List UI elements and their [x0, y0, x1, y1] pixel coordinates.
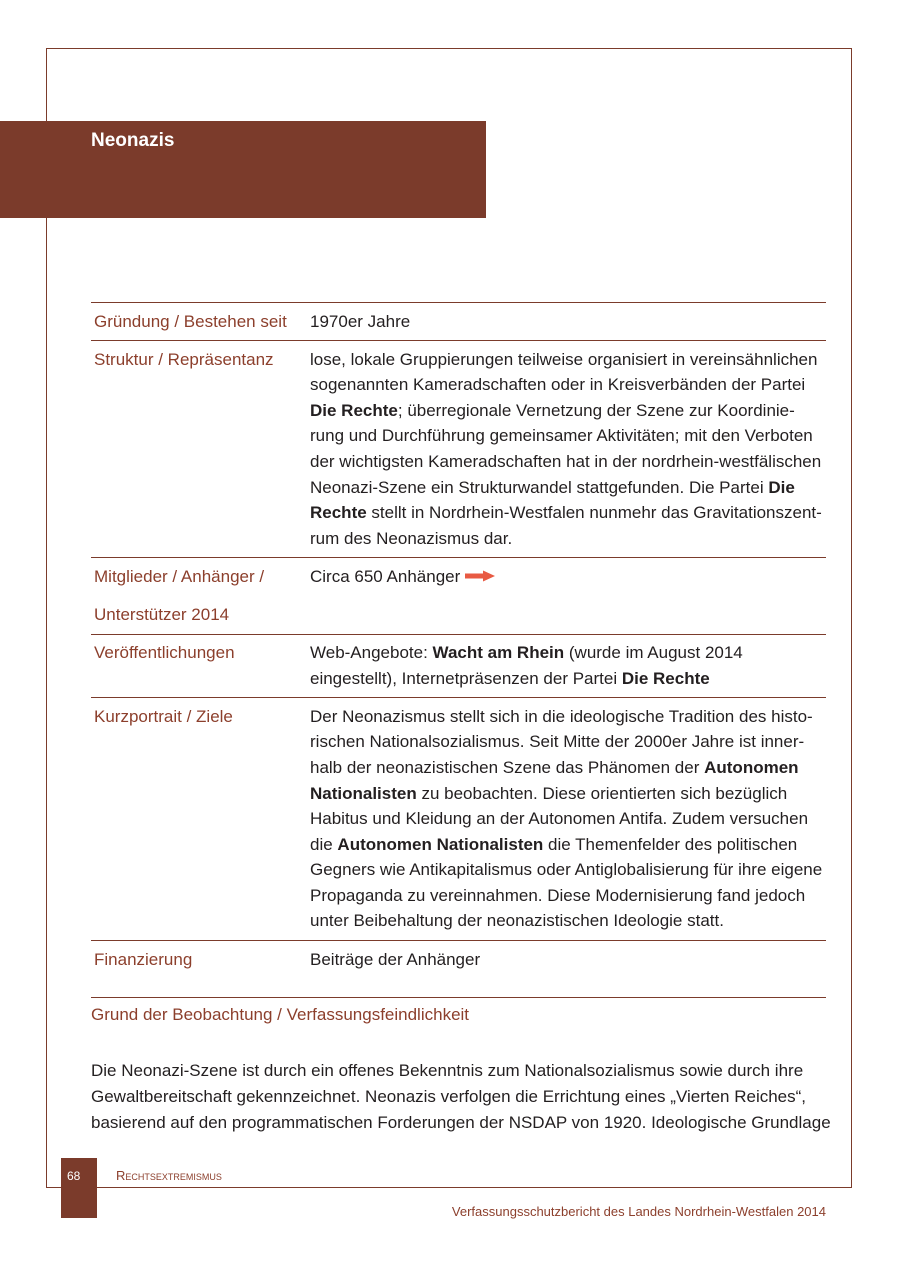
label-line: Kurzportrait / Ziele	[94, 706, 233, 726]
value-line	[310, 500, 826, 526]
value-line	[310, 832, 826, 858]
paragraph-line: basierend auf den programmatischen Forderungen der NSDAP von 1920. Ideologische Grundlage	[91, 1113, 831, 1132]
row-label	[91, 704, 310, 934]
value-text: lose, lokale Gruppierungen teilweise organisiert in vereinsähnlichen	[310, 349, 818, 369]
row-label	[91, 564, 310, 628]
bold-text: Die Rechte	[310, 400, 398, 420]
label-line: Struktur / Repräsentanz	[94, 349, 274, 369]
section-title: Neonazis	[91, 130, 175, 151]
bold-text: Wacht am Rhein	[432, 643, 565, 663]
value-text: (wurde im August 2014	[564, 643, 743, 663]
value-text: sogenannten Kameradschaften oder in Kreisverbänden der Partei	[310, 375, 806, 395]
paragraph-line: Gewaltbereitschaft gekennzeichnet. Neonazis verfolgen die Errichtung eines „Vierten Reiches“,	[91, 1087, 807, 1106]
row-label	[91, 309, 310, 335]
value-line	[310, 398, 826, 424]
value-line	[310, 423, 826, 449]
row-value	[310, 947, 826, 973]
value-line	[310, 640, 826, 666]
bold-text: Nationalisten	[310, 783, 417, 803]
bold-text: Autonomen Nationalisten	[337, 834, 544, 854]
value-text: Neonazi-Szene ein Strukturwandel stattgefunden. Die Partei	[310, 477, 769, 497]
section-header-band	[0, 121, 486, 218]
observation-heading: Grund der Beobachtung / Verfassungsfeindlichkeit	[91, 1005, 470, 1024]
value-text: die	[310, 834, 338, 854]
value-text: Habitus und Kleidung an der Autonomen Antifa. Zudem versuchen	[310, 809, 809, 829]
row-label	[91, 640, 310, 691]
value-line	[310, 806, 826, 832]
page-number: 68	[67, 1169, 81, 1183]
bold-text: Die Rechte	[621, 668, 710, 688]
value-text: eingestellt), Internetpräsenzen der Partei	[310, 668, 622, 688]
label-line: Unterstützer 2014	[94, 604, 230, 624]
value-line	[310, 666, 826, 692]
arrow-right-icon	[465, 570, 495, 582]
page-number-box	[61, 1158, 97, 1218]
value-text: Propaganda zu vereinnahmen. Diese Modernisierung fand jedoch	[310, 885, 806, 905]
table-row-members	[91, 557, 826, 633]
value-line	[310, 449, 826, 475]
label-line: Mitglieder / Anhänger /	[94, 566, 265, 586]
label-line: Gründung / Bestehen seit	[94, 311, 287, 331]
row-label	[91, 947, 310, 973]
bold-text: Rechte	[310, 503, 367, 523]
arrow-right-shape	[465, 570, 495, 581]
value-text: rum des Neonazismus dar.	[310, 528, 513, 548]
publication-title: Verfassungsschutzbericht des Landes Nordrhein-Westfalen 2014	[451, 1204, 826, 1219]
observation-paragraph	[91, 1058, 831, 1136]
value-line	[310, 857, 826, 883]
row-value	[310, 309, 826, 335]
paragraph-line: Die Neonazi-Szene ist durch ein offenes Bekenntnis zum Nationalsozialismus sowie durch ihre	[91, 1061, 804, 1080]
value-text: Der Neonazismus stellt sich in die ideologische Tradition des histo-	[310, 706, 813, 726]
value-text: Web-Angebote:	[310, 643, 433, 663]
table-row-structure	[91, 340, 826, 557]
value-text: unter Beibehaltung der neonazistischen Ideologie statt.	[310, 911, 724, 931]
table-row-profile	[91, 697, 826, 940]
bold-text: Die	[768, 477, 795, 497]
label-line: Veröffentlichungen	[94, 643, 235, 663]
value-line	[310, 781, 826, 807]
row-value	[310, 564, 826, 628]
row-value	[310, 347, 826, 552]
table-row-publications	[91, 634, 826, 698]
value-line	[310, 372, 826, 398]
value-line	[310, 755, 826, 781]
value-line	[310, 347, 826, 373]
value-text: stellt in Nordrhein-Westfalen nunmehr das Gravitationszent-	[366, 503, 822, 523]
value-line	[310, 564, 826, 590]
row-value	[310, 640, 826, 691]
value-line	[310, 908, 826, 934]
value-text: Beiträge der Anhänger	[310, 949, 481, 969]
value-text: die Themenfelder des politischen	[543, 834, 798, 854]
value-text: Circa 650 Anhänger	[310, 566, 461, 586]
value-line	[310, 526, 826, 552]
table-row-financing	[91, 940, 826, 978]
value-line	[310, 883, 826, 909]
value-line	[310, 309, 826, 335]
row-value	[310, 704, 826, 934]
value-line	[310, 475, 826, 501]
value-line	[310, 704, 826, 730]
value-text: ; überregionale Vernetzung der Szene zur Koordinie-	[397, 400, 795, 420]
value-text: rung und Durchführung gemeinsamer Aktivitäten; mit den Verboten	[310, 426, 813, 446]
value-text: der wichtigsten Kameradschaften hat in der nordrhein-westfälischen	[310, 451, 822, 471]
value-text: rischen Nationalsozialismus. Seit Mitte der 2000er Jahre ist inner-	[310, 732, 805, 752]
fact-table	[91, 302, 826, 978]
chapter-title: Rechtsextremismus	[116, 1168, 222, 1183]
value-text: halb der neonazistischen Szene das Phänomen der	[310, 757, 705, 777]
value-text: 1970er Jahre	[310, 311, 411, 331]
row-label	[91, 347, 310, 552]
value-text: zu beobachten. Diese orientierten sich bezüglich	[416, 783, 788, 803]
value-line	[310, 947, 826, 973]
table-row-founding	[91, 302, 826, 340]
value-line	[310, 729, 826, 755]
section-divider	[91, 997, 826, 998]
bold-text: Autonomen	[704, 757, 799, 777]
value-text: Gegners wie Antikapitalismus oder Antiglobalisierung für ihre eigene	[310, 860, 823, 880]
label-line: Finanzierung	[94, 949, 193, 969]
